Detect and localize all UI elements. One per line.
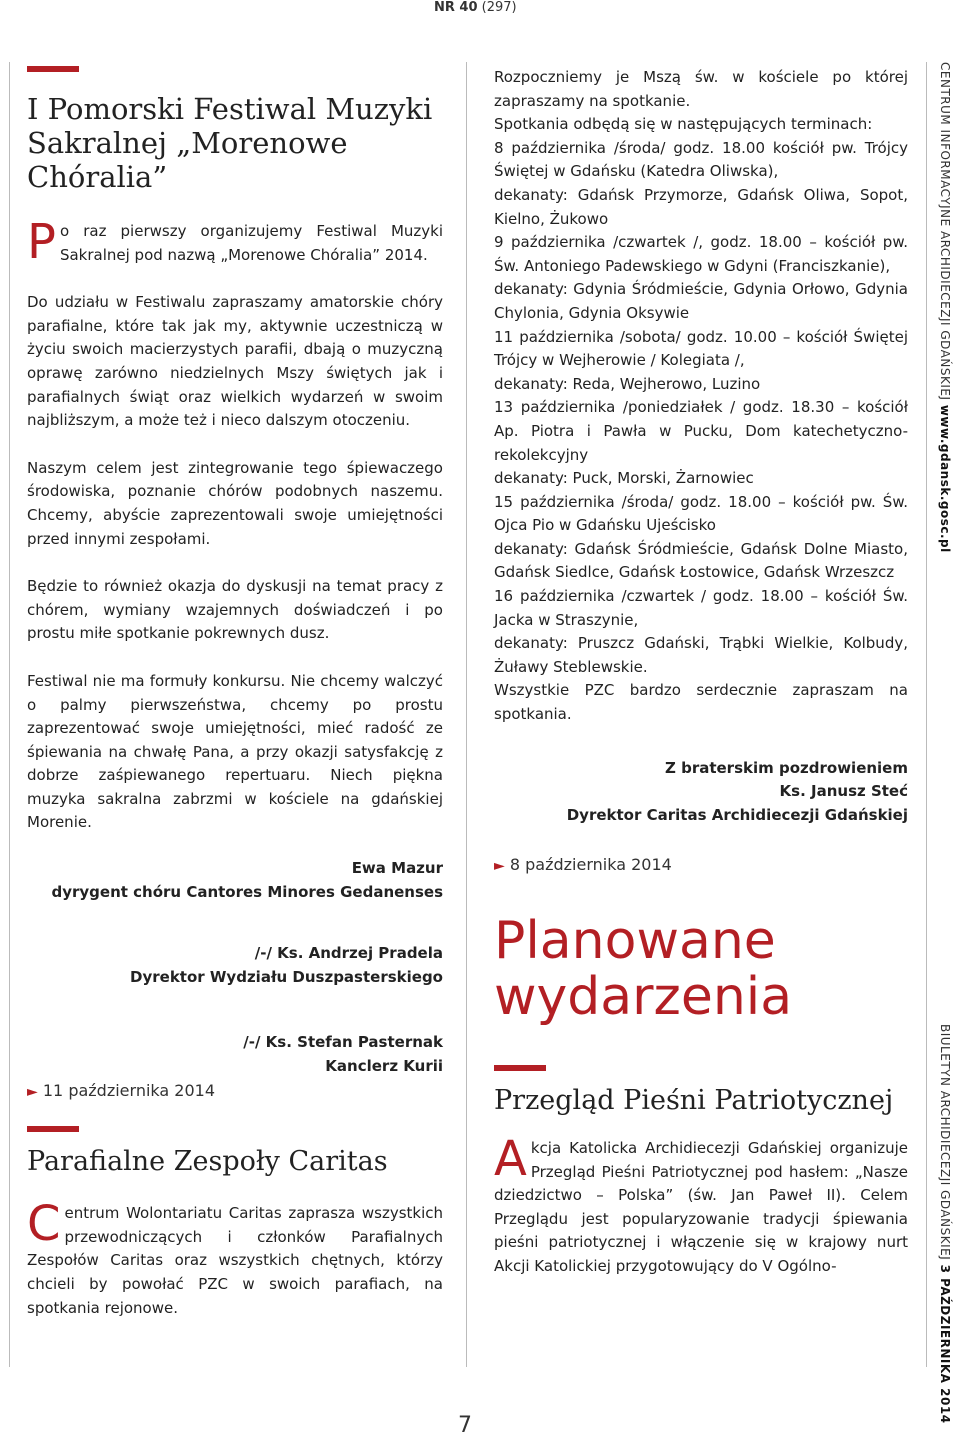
- side-top-text: CENTRUM INFORMACYJNE ARCHIDIECEZJI GDAŃSKIEJ: [938, 62, 952, 401]
- side-bottom-text: BIULETYN ARCHIDIECEZJI GDAŃSKIEJ: [938, 1024, 952, 1261]
- left-column: [27, 66, 443, 1320]
- caritas-greeting: Z braterskim pozdrowieniem: [664, 758, 908, 777]
- caritas-date-text: 11 października 2014: [42, 1080, 215, 1100]
- caritas-schedule-line: dekanaty: Puck, Morski, Żarnowiec: [494, 469, 754, 488]
- caritas-schedule: [494, 66, 908, 727]
- festival-paragraph-3: Będzie to również okazja do dyskusji na temat pracy z chórem, wymiany wzajemnych doświadczeń i po prostu miłe spotkanie pokrewnych dusz.: [27, 577, 443, 643]
- caritas-intro-text: entrum Wolontariatu Caritas zaprasza wszystkich przewodniczących i członków Parafialnych Zespołów Caritas oraz wszystkich chętnych, którzy chcieli by powołać PZC w swoich parafiach, na spotkania rejonowe.: [27, 1204, 443, 1317]
- caritas-schedule-line: 9 października /czwartek /, godz. 18.00 – kościół pw. Św. Antoniego Padewskiego w Gdyni (Franciszkanie),: [494, 233, 908, 275]
- caritas-dropcap: C: [27, 1196, 61, 1253]
- caritas-schedule-line: Wszystkie PZC bardzo serdecznie zapraszam na spotkania.: [494, 681, 908, 724]
- caritas-schedule-line: dekanaty: Gdynia Śródmieście, Gdynia Orłowo, Gdynia Chylonia, Gdynia Oksywie: [494, 280, 908, 322]
- signature-1-name: /-/ Ks. Andrzej Pradela: [254, 944, 443, 963]
- side-bottom-date: 3 PAŹDZIERNIKA 2014: [938, 1264, 952, 1424]
- caritas-schedule-line: dekanaty: Pruszcz Gdański, Trąbki Wielkie, Kolbudy, Żuławy Steblewskie.: [494, 634, 908, 676]
- events-date-text: 8 października 2014: [509, 855, 672, 875]
- caritas-schedule-line: dekanaty: Reda, Wejherowo, Luzino: [494, 374, 761, 393]
- festival-paragraph-1: Do udziału w Festiwalu zapraszamy amatorskie chóry parafialne, które tak jak my, aktywnie uczestniczą w życiu swoich macierzystych parafii, dbają o muzyczną oprawę zarówno niedzielnych Mszy świętych jak i parafialnych świąt oraz wielkich wydarzeń w swoim najbliższym, a może też i nieco dalszym otoczeniu.: [27, 293, 443, 430]
- caritas-schedule-line: 11 października /sobota/ godz. 10.00 – kościół Świętej Trójcy w Wejherowie / Kolegiata /,: [494, 327, 908, 370]
- events-date: [494, 853, 908, 879]
- festival-intro: [27, 214, 443, 270]
- events-dropcap: A: [494, 1131, 527, 1187]
- left-rule: [9, 62, 10, 1367]
- caritas-date: [27, 1079, 443, 1105]
- issue-header: [434, 0, 517, 15]
- right-column: [494, 66, 908, 1279]
- festival-intro-text: o raz pierwszy organizujemy Festiwal Muzyki Sakralnej pod nazwą „Morenowe Chóralia” 2014.: [59, 222, 443, 264]
- festival-signature-role: dyrygent chóru Cantores Minores Gedanenses: [51, 882, 443, 901]
- caritas-accent-bar: [27, 1126, 79, 1132]
- side-label-bottom: [938, 1024, 952, 1424]
- side-top-url: www.gdansk.gosc.pl: [938, 404, 952, 553]
- signature-2-name: /-/ Ks. Stefan Pasternak: [243, 1033, 443, 1052]
- caritas-intro: [27, 1196, 443, 1320]
- festival-dropcap: P: [27, 214, 56, 270]
- caritas-schedule-line: 16 października /czwartek / godz. 18.00 – kościół Św. Jacka w Straszynie,: [494, 587, 908, 629]
- events-section-title: Planowane wydarzenia: [494, 911, 793, 1027]
- caritas-signature-role: Dyrektor Caritas Archidiecezji Gdańskiej: [566, 805, 908, 824]
- caritas-signature-name: Ks. Janusz Steć: [779, 782, 908, 801]
- caritas-schedule-line: 8 października /środa/ godz. 18.00 kościół pw. Trójcy Świętej w Gdańsku (Katedra Oliwska),: [494, 138, 908, 181]
- caritas-schedule-line: 13 października /poniedziałek / godz. 18.30 – kościół Ap. Piotra i Pawła w Pucku, Dom katechetyczno-rekolekcyjny: [494, 398, 908, 464]
- caritas-schedule-line: dekanaty: Gdańsk Przymorze, Gdańsk Oliwa, Sopot, Kielno, Żukowo: [494, 185, 908, 228]
- title-accent-bar: [27, 66, 79, 72]
- festival-paragraph-2: Naszym celem jest zintegrowanie tego śpiewaczego środowiska, poznanie chórów podobnych naszemu. Chcemy, abyście zaprezentowali swoje umiejętności przed innymi zespołami.: [27, 458, 443, 548]
- signature-1-role: Dyrektor Wydziału Duszpasterskiego: [130, 967, 443, 986]
- events-text: [494, 1131, 908, 1279]
- center-rule: [466, 62, 467, 1367]
- signature-2-role: Kanclerz Kurii: [325, 1057, 443, 1076]
- side-label-top: [938, 62, 952, 553]
- festival-title: I Pomorski Festiwal Muzyki Sakralnej „Morenowe Chóralia”: [27, 92, 433, 194]
- caritas-schedule-line: Rozpoczniemy je Mszą św. w kościele po której zapraszamy na spotkanie.: [494, 68, 908, 110]
- issue-label: NR 40: [434, 0, 478, 15]
- right-rule: [926, 62, 927, 1367]
- issue-number: (297): [481, 0, 517, 15]
- caritas-title: Parafialne Zespoły Caritas: [27, 1146, 388, 1178]
- events-text-body: kcja Katolicka Archidiecezji Gdańskiej organizuje Przegląd Pieśni Patriotycznej pod hasłem: „Nasze dziedzictwo – Polska” (św. Jan Paweł II). Celem Przeglądu jest popularyzowanie tradycji śpiewania pieśni patriotycznej i włączenie się w krajowy nurt Akcji Katolickiej przygotowujący do V Ogólno-: [494, 1139, 908, 1275]
- caritas-schedule-line: dekanaty: Gdańsk Śródmieście, Gdańsk Dolne Miasto, Gdańsk Siedlce, Gdańsk Łostowice, Gdańsk Wrzeszcz: [494, 539, 908, 582]
- festival-paragraph-4: Festiwal nie ma formuły konkursu. Nie chcemy walczyć o palmy pierwszeństwa, chcemy po prostu zaprezentować swoje umiejętności, mieć radość ze śpiewania na chwałę Pana, a przy okazji satysfakcję z dobrze zaśpiewanego repertuaru. Niech piękna muzyka sakralna zabrzmi w kościele na gdańskiej Morenie.: [27, 671, 443, 832]
- date-arrow-icon: ►: [27, 1083, 38, 1100]
- events-accent-bar: [494, 1065, 546, 1071]
- caritas-schedule-line: Spotkania odbędą się w następujących terminach:: [494, 115, 873, 134]
- caritas-schedule-line: 15 października /środa/ godz. 18.00 – kościół pw. Św. Ojca Pio w Gdańsku Ujeścisko: [494, 492, 908, 535]
- events-subtitle: Przegląd Pieśni Patriotycznej: [494, 1085, 894, 1116]
- festival-signature-name: Ewa Mazur: [351, 859, 443, 878]
- page-number: 7: [458, 1413, 472, 1438]
- date-arrow-icon: ►: [494, 858, 505, 875]
